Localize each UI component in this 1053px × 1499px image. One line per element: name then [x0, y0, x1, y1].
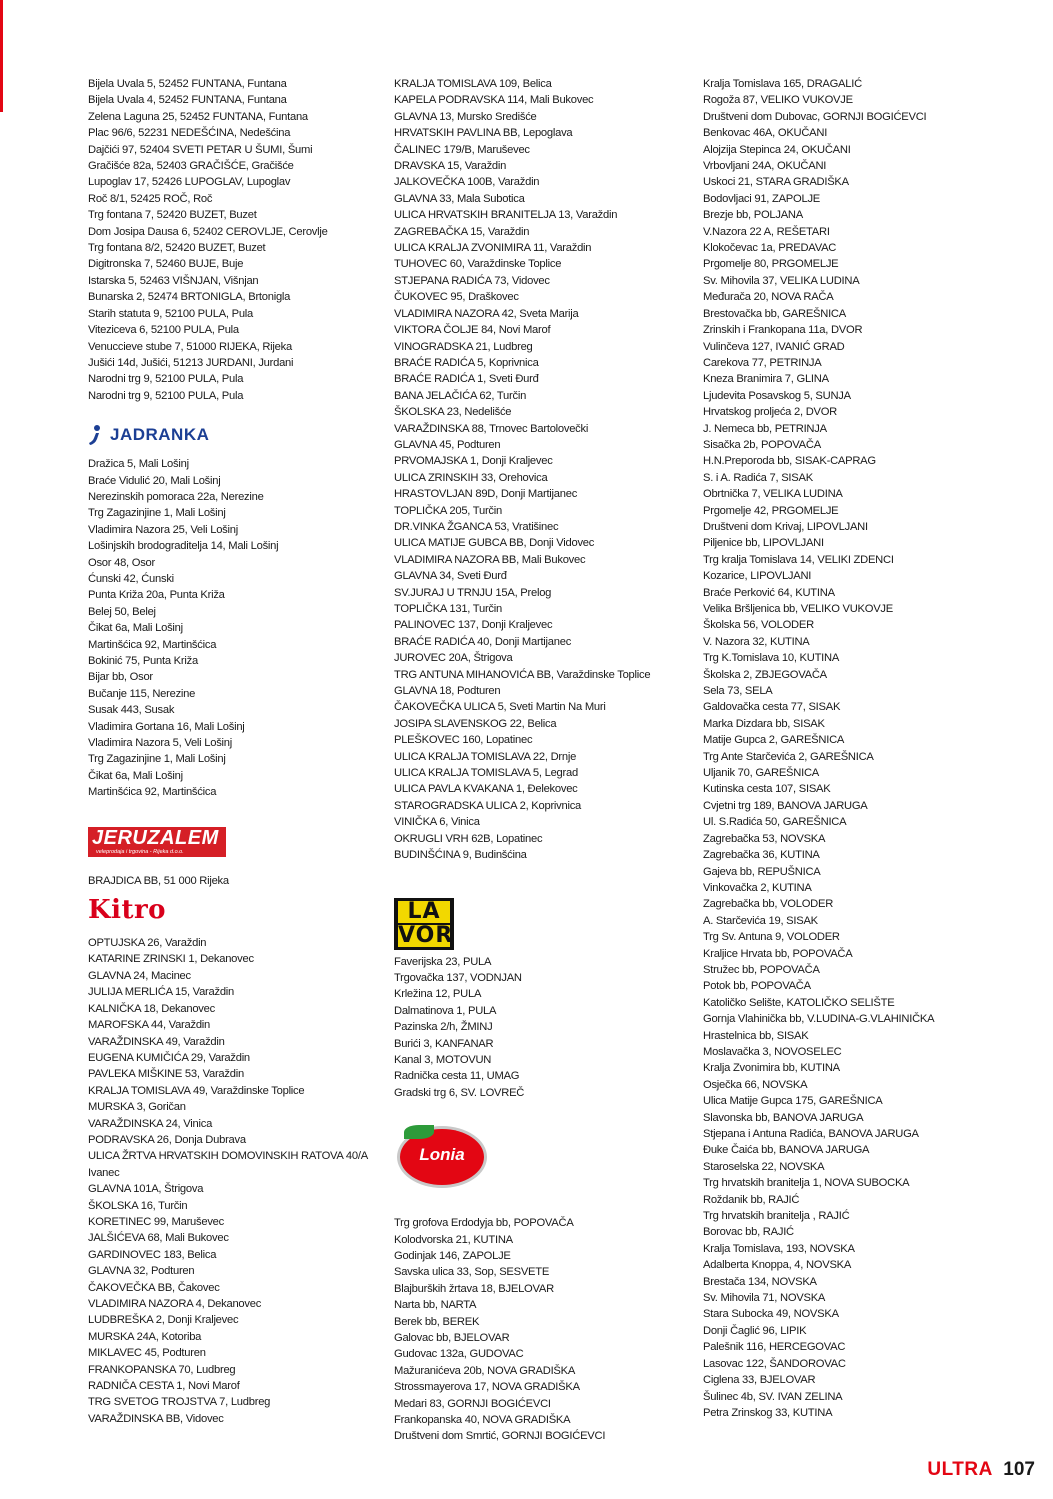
address-item: Kneza Branimira 7, GLINA: [703, 373, 829, 386]
address-item: Lošinjskih brodograditelja 14, Mali Lošinj: [88, 540, 279, 553]
address-item: VIKTORA ČOLJE 84, Novi Marof: [394, 324, 551, 337]
address-item: Faverijska 23, PULA: [394, 955, 492, 968]
address-item: STAROGRADSKA ULICA 2, Koprivnica: [394, 799, 582, 812]
address-item: ŠKOLSKA 16, Turčin: [88, 1199, 188, 1212]
lonia-logo: [394, 1125, 694, 1215]
address-item: Nerezinskih pomoraca 22a, Nerezine: [88, 490, 264, 503]
page-number: 107: [1003, 1459, 1035, 1480]
address-item: KORETINEC 99, Maruševec: [88, 1215, 225, 1228]
address-item: KRALJA TOMISLAVA 109, Belica: [394, 78, 552, 90]
address-item: ČUKOVEC 95, Draškovec: [394, 291, 519, 304]
address-item: Zagrebačka 53, NOVSKA: [703, 832, 826, 845]
address-item: Savska ulica 33, Sop, SESVETE: [394, 1266, 550, 1279]
address-item: Matije Gupca 2, GAREŠNICA: [703, 734, 845, 747]
address-item: Roždanik bb, RAJIĆ: [703, 1193, 800, 1206]
address-item: Cvjetni trg 189, BANOVA JARUGA: [703, 799, 868, 812]
address-item: S. i A. Radića 7, SISAK: [703, 471, 813, 484]
kitro-logo-text: Kitro: [88, 895, 167, 926]
jadranka-logo: [88, 416, 378, 456]
address-item: ULICA ŽRTVA HRVATSKIH DOMOVINSKIH RATOVA 40/A: [88, 1150, 368, 1163]
address-item: Donji Čaglić 96, LIPIK: [703, 1324, 807, 1337]
address-item: Vrbovljani 24A, OKUČANI: [703, 160, 827, 173]
address-item: Kralja Tomislava 165, DRAGALIĆ: [703, 78, 862, 90]
address-item: Trg Zagazinjine 1, Mali Lošinj: [88, 753, 226, 766]
address-item: PAVLEKA MIŠKINE 53, Varaždin: [88, 1068, 244, 1081]
address-item: PODRAVSKA 26, Donja Dubrava: [88, 1133, 246, 1146]
address-item: H.N.Preporoda bb, SISAK-CAPRAG: [703, 455, 876, 468]
address-item: Lasovac 122, ŠANDOROVAC: [703, 1357, 846, 1370]
address-item: Brestovačka bb, GAREŠNICA: [703, 307, 846, 320]
address-item: DRAVSKA 15, Varaždin: [394, 160, 507, 173]
address-item: JALŠIĆEVA 68, Mali Bukovec: [88, 1232, 229, 1245]
address-item: TRG ANTUNA MIHANOVIĆA BB, Varaždinske Toplice: [394, 668, 651, 681]
address-item: Braće Perković 64, KUTINA: [703, 586, 835, 599]
address-item: Palešnik 116, HERCEGOVAC: [703, 1341, 846, 1354]
address-item: Hrvatskog proljeća 2, DVOR: [703, 406, 838, 419]
address-list: [88, 873, 378, 889]
address-item: RADNIČA CESTA 1, Novi Marof: [88, 1380, 240, 1393]
address-item: Braće Vidulić 20, Mali Lošinj: [88, 474, 221, 487]
address-item: Susak 443, Susak: [88, 704, 175, 717]
address-item: Ivanec: [88, 1166, 120, 1179]
address-item: Sisačka 2b, POPOVAČA: [703, 438, 821, 451]
address-item: Bučanje 115, Nerezine: [88, 687, 196, 700]
address-item: Gradski trg 6, SV. LOVREČ: [394, 1086, 525, 1099]
address-item: J. Nemeca bb, PETRINJA: [703, 422, 827, 435]
address-item: Uskoci 21, STARA GRADIŠKA: [703, 176, 849, 189]
address-item: TOPLIČKA 205, Turčin: [394, 504, 502, 517]
address-item: Vladimira Gortana 16, Mali Lošinj: [88, 720, 245, 733]
address-item: ULICA KRALJA TOMISLAVA 22, Drnje: [394, 750, 577, 763]
address-item: VINOGRADSKA 21, Ludbreg: [394, 340, 533, 353]
address-item: BUDINŠĆINA 9, Budinšćina: [394, 849, 527, 862]
address-list: [394, 1215, 694, 1445]
address-list: [703, 76, 1043, 1421]
address-item: BRAJDICA BB, 51 000 Rijeka: [88, 874, 229, 887]
address-item: Sv. Mihovila 37, VELIKA LUDINA: [703, 274, 860, 287]
address-item: Vulinčeva 127, IVANIĆ GRAD: [703, 340, 845, 353]
address-item: Narodni trg 9, 52100 PULA, Pula: [88, 373, 244, 386]
address-item: Ljudevita Posavskog 5, SUNJA: [703, 389, 851, 402]
address-item: Bodovljaci 91, ZAPOLJE: [703, 192, 820, 205]
address-item: Trg Sv. Antuna 9, VOLODER: [703, 931, 840, 944]
address-item: Moslavačka 3, NOVOSELEC: [703, 1045, 842, 1058]
address-item: Kolodvorska 21, KUTINA: [394, 1233, 513, 1246]
address-item: GLAVNA 32, Podturen: [88, 1265, 195, 1278]
address-item: ČAKOVEČKA ULICA 5, Sveti Martin Na Muri: [394, 701, 606, 714]
address-item: Osječka 66, NOVSKA: [703, 1078, 808, 1091]
address-item: Zagrebačka 36, KUTINA: [703, 849, 820, 862]
address-item: Društveni dom Krivaj, LIPOVLJANI: [703, 520, 868, 533]
address-item: V. Nazora 32, KUTINA: [703, 635, 810, 648]
address-item: GLAVNA 24, Macinec: [88, 969, 191, 982]
jadranka-logo-text: JADRANKA: [110, 425, 210, 445]
address-item: JUROVEC 20A, Štrigova: [394, 652, 513, 665]
address-item: Trg Ante Starčevića 2, GAREŠNICA: [703, 750, 874, 763]
address-item: Adalberta Knoppa, 4, NOVSKA: [703, 1259, 852, 1272]
address-item: GLAVNA 101A, Štrigova: [88, 1183, 204, 1196]
address-item: Galovac bb, BJELOVAR: [394, 1332, 510, 1344]
address-item: Jušići 14d, Jušići, 51213 JURDANI, Jurdani: [88, 356, 294, 369]
address-item: Blajburških žrtava 18, BJELOVAR: [394, 1282, 554, 1295]
address-item: PALINOVEC 137, Donji Kraljevec: [394, 619, 553, 632]
address-item: Sv. Mihovila 71, NOVSKA: [703, 1292, 826, 1305]
address-item: Trg fontana 7, 52420 BUZET, Buzet: [88, 209, 257, 222]
address-item: VARAŽDINSKA 88, Trnovec Bartolovečki: [394, 422, 589, 435]
address-item: ULICA ZRINSKIH 33, Orehovica: [394, 471, 548, 484]
column-right: [703, 76, 1043, 1421]
address-item: Martinšćica 92, Martinšćica: [88, 638, 217, 651]
address-item: MIKLAVEC 45, Podturen: [88, 1347, 206, 1360]
address-item: BANA JELAČIĆA 62, Turčin: [394, 389, 527, 402]
address-item: Plac 96/6, 52231 NEDEŠĆINA, Nedešćina: [88, 127, 291, 140]
address-item: ČAKOVEČKA BB, Čakovec: [88, 1281, 220, 1294]
address-item: Narta bb, NARTA: [394, 1299, 477, 1312]
address-item: Gajeva bb, REPUŠNICA: [703, 865, 821, 878]
address-item: Krležina 12, PULA: [394, 988, 482, 1001]
address-item: Hrastelnica bb, SISAK: [703, 1029, 809, 1042]
address-list: [394, 954, 694, 1102]
address-item: MURSKA 3, Goričan: [88, 1101, 186, 1114]
address-item: Venuccieve stube 7, 51000 RIJEKA, Rijeka: [88, 340, 292, 353]
address-item: EUGENA KUMIČIĆA 29, Varaždin: [88, 1051, 250, 1064]
address-item: Šulinec 4b, SV. IVAN ZELINA: [703, 1390, 843, 1403]
address-item: Pazinska 2/h, ŽMINJ: [394, 1021, 493, 1034]
address-item: Marka Dizdara bb, SISAK: [703, 717, 825, 730]
address-item: JULIJA MERLIĆA 15, Varaždin: [88, 986, 235, 999]
address-item: Vladimira Nazora 5, Veli Lošinj: [88, 737, 232, 750]
address-item: Školska 2, ZBJEGOVAČA: [703, 668, 827, 681]
address-item: Čikat 6a, Mali Lošinj: [88, 622, 183, 635]
address-item: Ulica Matije Gupca 175, GAREŠNICA: [703, 1095, 883, 1108]
lavor-logo-box: [394, 898, 454, 950]
address-item: Zrinskih i Frankopana 11a, DVOR: [703, 324, 863, 337]
lonia-logo-text: Lonia: [419, 1145, 465, 1165]
address-item: BRAĆE RADIĆA 5, Koprivnica: [394, 356, 539, 369]
address-item: Benkovac 46A, OKUČANI: [703, 127, 828, 140]
address-item: DR.VINKA ŽGANCA 53, Vratišinec: [394, 520, 559, 533]
address-item: Strossmayerova 17, NOVA GRADIŠKA: [394, 1381, 580, 1394]
column-left: [88, 76, 378, 1427]
address-item: Ćunski 42, Ćunski: [88, 572, 174, 585]
address-item: ČALINEC 179/B, Maruševec: [394, 143, 530, 156]
address-item: Lupoglav 17, 52426 LUPOGLAV, Lupoglav: [88, 176, 291, 189]
address-item: KAPELA PODRAVSKA 114, Mali Bukovec: [394, 94, 594, 107]
address-item: Ciglena 33, BJELOVAR: [703, 1374, 816, 1387]
address-item: Kutinska cesta 107, SISAK: [703, 783, 831, 796]
column-middle: [394, 76, 694, 1445]
jeruzalem-logo-box: [88, 827, 226, 857]
address-item: Vinkovačka 2, KUTINA: [703, 881, 812, 894]
address-item: Digitronska 7, 52460 BUJE, Buje: [88, 258, 244, 271]
address-item: Staroselska 22, NOVSKA: [703, 1160, 825, 1173]
address-item: Medari 83, GORNJI BOGIĆEVCI: [394, 1397, 551, 1410]
address-item: PRVOMAJSKA 1, Donji Kraljevec: [394, 455, 553, 468]
address-item: Dalmatinova 1, PULA: [394, 1004, 497, 1017]
address-item: Trg K.Tomislava 10, KUTINA: [703, 652, 840, 665]
page-footer: [927, 1459, 1035, 1481]
address-item: Alojzija Stepinca 24, OKUČANI: [703, 143, 851, 156]
address-item: Slavonska bb, BANOVA JARUGA: [703, 1111, 864, 1124]
address-item: ZAGREBAČKA 15, Varaždin: [394, 225, 530, 238]
address-list: [88, 935, 378, 1427]
address-item: Punta Križa 20a, Punta Križa: [88, 589, 225, 602]
address-item: Starih statuta 9, 52100 PULA, Pula: [88, 307, 254, 320]
address-item: VARAŽDINSKA 24, Vinica: [88, 1117, 213, 1130]
address-item: Narodni trg 9, 52100 PULA, Pula: [88, 389, 244, 402]
address-item: Gudovac 132a, GUDOVAC: [394, 1348, 524, 1361]
address-item: Mažuranićeva 20b, NOVA GRADIŠKA: [394, 1364, 576, 1377]
address-item: Radnička cesta 11, UMAG: [394, 1070, 520, 1083]
address-item: Piljenice bb, LIPOVLJANI: [703, 537, 824, 550]
kitro-logo: [88, 895, 378, 935]
address-item: Gornja Vlahinička bb, V.LUDINA-G.VLAHINIČKA: [703, 1013, 935, 1026]
address-item: Brezje bb, POLJANA: [703, 209, 803, 222]
address-item: KALNIČKA 18, Dekanovec: [88, 1002, 215, 1015]
address-item: Trg kralja Tomislava 14, VELIKI ZDENCI: [703, 553, 894, 566]
address-item: Brestača 134, NOVSKA: [703, 1275, 817, 1288]
address-item: BRAĆE RADIĆA 40, Donji Martijanec: [394, 635, 572, 648]
address-item: Društveni dom Dubovac, GORNJI BOGIĆEVCI: [703, 110, 927, 123]
address-item: A. Starčevića 19, SISAK: [703, 914, 818, 927]
address-item: Berek bb, BEREK: [394, 1315, 480, 1328]
address-item: Kanal 3, MOTOVUN: [394, 1053, 492, 1066]
address-item: FRANKOPANSKA 70, Ludbreg: [88, 1363, 236, 1376]
address-item: Bokinić 75, Punta Križa: [88, 655, 198, 667]
address-item: ULICA KRALJA TOMISLAVA 5, Legrad: [394, 767, 578, 780]
address-item: Viteziceva 6, 52100 PULA, Pula: [88, 324, 239, 337]
address-item: Zelena Laguna 25, 52452 FUNTANA, Funtana: [88, 110, 308, 123]
address-item: Školska 56, VOLODER: [703, 619, 814, 632]
address-item: Bijar bb, Osor: [88, 671, 153, 684]
address-item: Osor 48, Osor: [88, 556, 156, 569]
address-item: VLADIMIRA NAZORA BB, Mali Bukovec: [394, 553, 586, 566]
edge-accent-bar: [0, 0, 3, 112]
address-item: ULICA PAVLA KVAKANA 1, Đelekovec: [394, 783, 578, 796]
address-item: PLEŠKOVEC 160, Lopatinec: [394, 734, 533, 747]
lavor-logo-bottom: VOR: [398, 922, 454, 948]
address-item: Trg fontana 8/2, 52420 BUZET, Buzet: [88, 242, 266, 255]
jadranka-mark-icon: [88, 424, 102, 446]
address-item: Gračišće 82a, 52403 GRAČIŠĆE, Gračišće: [88, 160, 294, 173]
address-item: Istarska 5, 52463 VIŠNJAN, Višnjan: [88, 274, 259, 287]
address-item: BRAĆE RADIĆA 1, Sveti Đurđ: [394, 373, 539, 386]
jeruzalem-logo-subtext: veleprodaja i trgovina - Rijeka d.o.o.: [96, 848, 184, 855]
address-item: OKRUGLI VRH 62B, Lopatinec: [394, 832, 543, 845]
address-item: GARDINOVEC 183, Belica: [88, 1248, 217, 1261]
address-item: Petra Zrinskog 33, KUTINA: [703, 1406, 833, 1419]
address-item: HRASTOVLJAN 89D, Donji Martijanec: [394, 488, 578, 501]
address-item: Trg hrvatskih branitelja 1, NOVA SUBOCKA: [703, 1177, 910, 1190]
address-item: Bijela Uvala 5, 52452 FUNTANA, Funtana: [88, 78, 287, 90]
address-item: HRVATSKIH PAVLINA BB, Lepoglava: [394, 127, 573, 140]
address-item: Sela 73, SELA: [703, 685, 773, 698]
address-item: Galdovačka cesta 77, SISAK: [703, 701, 841, 714]
address-item: Bunarska 2, 52474 BRTONIGLA, Brtonigla: [88, 291, 291, 304]
address-item: Borovac bb, RAJIĆ: [703, 1226, 794, 1239]
address-item: Trg hrvatskih branitelja , RAJIĆ: [703, 1210, 850, 1223]
address-item: VARAŽDINSKA 49, Varaždin: [88, 1035, 225, 1048]
address-item: Međurača 20, NOVA RAČA: [703, 291, 834, 304]
address-item: OPTUJSKA 26, Varaždin: [88, 937, 207, 950]
address-item: Roč 8/1, 52425 ROČ, Roč: [88, 192, 213, 205]
address-item: ULICA HRVATSKIH BRANITELJA 13, Varaždin: [394, 209, 618, 222]
address-item: Čikat 6a, Mali Lošinj: [88, 769, 183, 782]
address-item: Burići 3, KANFANAR: [394, 1037, 494, 1050]
address-item: Frankopanska 40, NOVA GRADIŠKA: [394, 1414, 571, 1427]
address-item: Vladimira Nazora 25, Veli Lošinj: [88, 523, 238, 536]
address-item: ULICA MATIJE GUBCA BB, Donji Vidovec: [394, 537, 595, 550]
address-item: STJEPANA RADIĆA 73, Vidovec: [394, 274, 550, 287]
address-item: Martinšćica 92, Martinšćica: [88, 786, 217, 799]
address-item: Bijela Uvala 4, 52452 FUNTANA, Funtana: [88, 94, 287, 107]
address-item: GLAVNA 13, Mursko Središće: [394, 110, 537, 123]
address-item: Trgovačka 137, VODNJAN: [394, 971, 522, 984]
address-list: [88, 76, 378, 404]
address-item: Prgomelje 80, PRGOMELJE: [703, 258, 839, 271]
address-item: Rogoža 87, VELIKO VUKOVJE: [703, 94, 853, 107]
address-item: Carekova 77, PETRINJA: [703, 356, 822, 369]
address-item: Kraljice Hrvata bb, POPOVAČA: [703, 947, 853, 960]
address-item: Stjepana i Antuna Radića, BANOVA JARUGA: [703, 1128, 919, 1140]
lavor-logo-top: LA: [398, 901, 450, 923]
address-item: KRALJA TOMISLAVA 49, Varaždinske Toplice: [88, 1084, 305, 1097]
lavor-logo: [394, 890, 694, 954]
address-item: GLAVNA 34, Sveti Đurđ: [394, 570, 507, 583]
address-item: Prgomelje 42, PRGOMELJE: [703, 504, 839, 517]
jeruzalem-logo: [88, 823, 378, 873]
address-item: Kralja Tomislava, 193, NOVSKA: [703, 1242, 855, 1255]
address-item: Belej 50, Belej: [88, 605, 156, 618]
address-item: Kralja Zvonimira bb, KUTINA: [703, 1062, 840, 1075]
address-item: Obrtnička 7, VELIKA LUDINA: [703, 488, 843, 501]
address-item: VLADIMIRA NAZORA 4, Dekanovec: [88, 1298, 262, 1310]
address-item: Trg grofova Erdodyja bb, POPOVAČA: [394, 1217, 574, 1230]
address-item: Stara Subocka 49, NOVSKA: [703, 1308, 839, 1321]
address-item: TUHOVEC 60, Varaždinske Toplice: [394, 258, 562, 271]
address-item: Kozarice, LIPOVLJANI: [703, 570, 812, 583]
footer-brand: ULTRA: [927, 1459, 993, 1480]
address-item: Dom Josipa Dausa 6, 52402 CEROVLJE, Cerovlje: [88, 225, 328, 238]
address-item: LUDBREŠKA 2, Donji Kraljevec: [88, 1314, 239, 1327]
address-item: ULICA KRALJA ZVONIMIRA 11, Varaždin: [394, 242, 592, 255]
address-item: Trg Zagazinjine 1, Mali Lošinj: [88, 507, 226, 520]
address-item: Zagrebačka bb, VOLODER: [703, 898, 834, 911]
address-item: MAROFSKA 44, Varaždin: [88, 1019, 211, 1032]
address-item: Đuke Čaića bb, BANOVA JARUGA: [703, 1144, 870, 1157]
jeruzalem-logo-text: JERUZALEM: [92, 826, 219, 849]
address-item: SV.JURAJ U TRNJU 15A, Prelog: [394, 586, 552, 599]
address-item: Dajčići 97, 52404 SVETI PETAR U ŠUMI, Šumi: [88, 143, 313, 156]
address-item: VINIČKA 6, Vinica: [394, 816, 480, 829]
address-item: GLAVNA 33, Mala Subotica: [394, 192, 525, 205]
address-item: GLAVNA 45, Podturen: [394, 438, 501, 451]
address-item: Velika Bršljenica bb, VELIKO VUKOVJE: [703, 603, 893, 615]
address-item: Ul. S.Radića 50, GAREŠNICA: [703, 816, 847, 829]
address-item: JALKOVEČKA 100B, Varaždin: [394, 176, 540, 189]
address-item: VLADIMIRA NAZORA 42, Sveta Marija: [394, 307, 579, 320]
address-list: [394, 76, 694, 864]
address-item: Stružec bb, POPOVAČA: [703, 963, 820, 976]
address-item: TOPLIČKA 131, Turčin: [394, 603, 502, 615]
address-item: V.Nazora 22 A, REŠETARI: [703, 225, 830, 238]
address-item: KATARINE ZRINSKI 1, Dekanovec: [88, 953, 254, 966]
address-item: Uljanik 70, GAREŠNICA: [703, 767, 819, 780]
address-item: ŠKOLSKA 23, Nedelišće: [394, 406, 512, 419]
address-item: Društveni dom Smrtić, GORNJI BOGIĆEVCI: [394, 1430, 606, 1443]
address-item: Katoličko Selište, KATOLIČKO SELIŠTE: [703, 996, 895, 1009]
address-item: MURSKA 24A, Kotoriba: [88, 1330, 202, 1343]
address-item: JOSIPA SLAVENSKOG 22, Belica: [394, 717, 557, 730]
address-list: [88, 456, 378, 801]
address-item: Godinjak 146, ZAPOLJE: [394, 1249, 511, 1262]
address-item: TRG SVETOG TROJSTVA 7, Ludbreg: [88, 1396, 271, 1409]
address-item: Potok bb, POPOVAČA: [703, 980, 811, 993]
address-item: Dražica 5, Mali Lošinj: [88, 458, 189, 471]
address-item: VARAŽDINSKA BB, Vidovec: [88, 1412, 224, 1425]
address-item: GLAVNA 18, Podturen: [394, 685, 501, 698]
address-item: Klokočevac 1a, PREDAVAC: [703, 242, 837, 255]
